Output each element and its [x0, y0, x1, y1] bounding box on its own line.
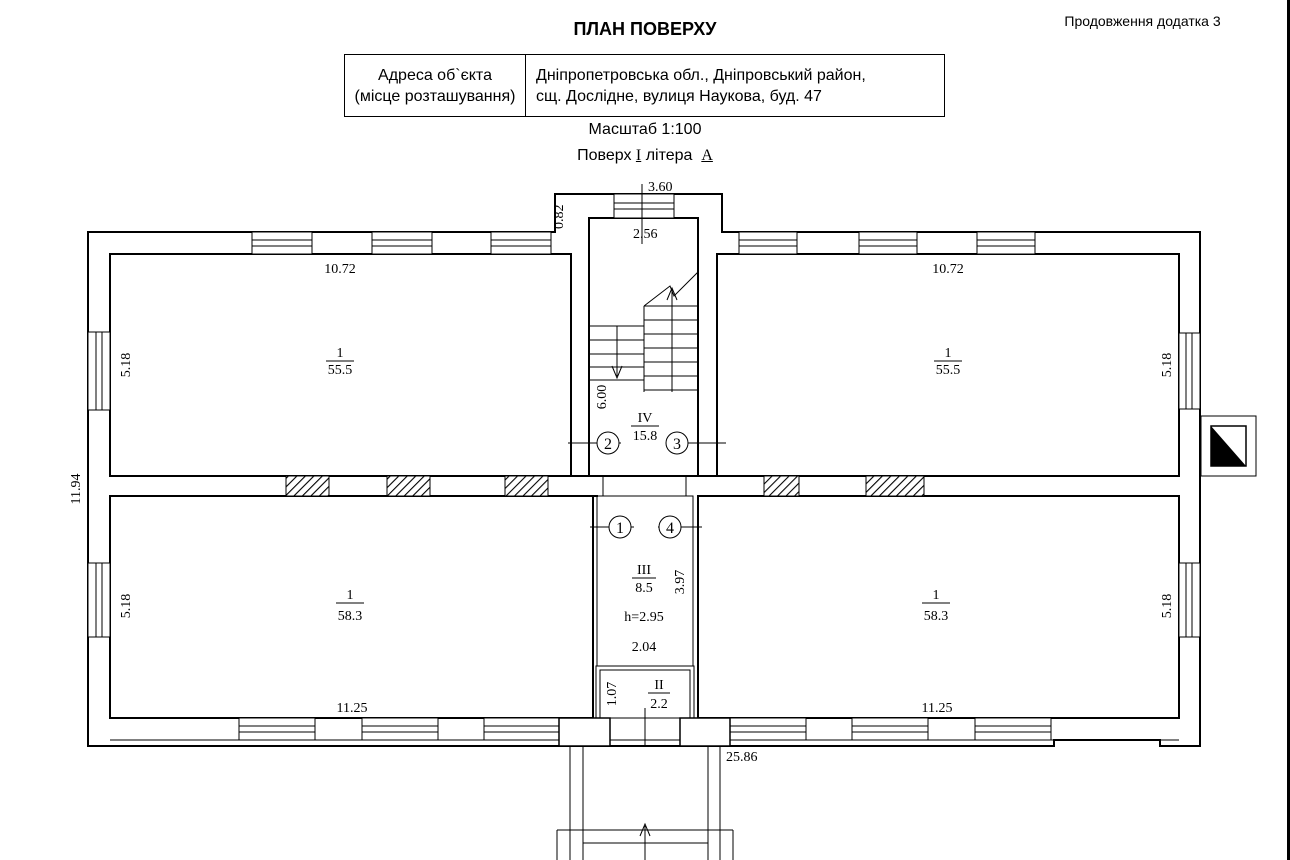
door-label-1: 1 — [616, 520, 624, 537]
hatched-niche — [387, 476, 430, 496]
room-outline-bottom-left — [110, 496, 593, 718]
dim-room-top-right-width: 10.72 — [932, 262, 964, 277]
window — [362, 718, 438, 740]
room-area: 58.3 — [923, 609, 949, 624]
room-number: II — [654, 678, 664, 693]
address-value-line-1: Дніпропетровська обл., Дніпровський район, — [536, 66, 866, 84]
windows-top — [252, 194, 1035, 254]
dim-room-top-left-width: 10.72 — [324, 262, 356, 277]
room-label-top-right — [934, 346, 962, 378]
dim-stair-length: 6.00 — [595, 384, 610, 410]
hatched-niche — [505, 476, 548, 496]
floor-prefix: Поверх — [577, 147, 632, 164]
address-value-line-2: сщ. Дослідне, вулиця Наукова, буд. 47 — [536, 87, 822, 105]
dim-building-length: 25.86 — [726, 750, 758, 765]
building-outline — [88, 194, 1200, 746]
window — [852, 718, 928, 740]
door-markers — [568, 432, 726, 538]
room-label-stair — [631, 411, 659, 444]
dim-stair-inner-width: 2.56 — [633, 227, 658, 242]
interior-wall — [110, 476, 924, 496]
room-area: 8.5 — [635, 581, 653, 596]
hatched-niche — [866, 476, 924, 496]
scale-label: Масштаб 1:100 — [588, 121, 702, 138]
address-label-line-2: (місце розташування) — [354, 87, 516, 105]
window — [614, 194, 674, 218]
porch-pier-right — [680, 718, 730, 746]
window — [1179, 563, 1200, 637]
floor-mid: літера — [645, 147, 693, 164]
room-label-bottom-left — [336, 588, 364, 624]
staircase — [589, 272, 698, 392]
window — [739, 232, 797, 254]
dim-vestibule-width: 2.04 — [631, 640, 657, 655]
room-area: 55.5 — [327, 363, 353, 378]
window — [239, 718, 315, 740]
porch-pier-left — [559, 718, 610, 746]
dim-corridor-length: 3.97 — [673, 569, 688, 595]
stair-break-line — [644, 272, 698, 306]
room-number: III — [637, 563, 651, 578]
window — [252, 232, 312, 254]
room-area: 2.2 — [650, 697, 668, 712]
door-label-2: 2 — [604, 436, 612, 453]
window — [1179, 333, 1200, 409]
dim-room-top-left-depth: 5.18 — [119, 352, 134, 378]
room-area: 55.5 — [935, 363, 961, 378]
dim-room-bottom-left-width: 11.25 — [336, 701, 368, 716]
hatched-niche — [286, 476, 329, 496]
window — [88, 563, 110, 637]
hatched-niche — [764, 476, 799, 496]
address-label-line-1: Адреса об`єкта — [378, 66, 492, 84]
window — [977, 232, 1035, 254]
room-outline-bottom-right — [698, 496, 1179, 718]
room-label-corridor — [632, 563, 656, 596]
dim-room-bottom-left-depth: 5.18 — [119, 593, 134, 619]
floor-letter: А — [701, 147, 713, 164]
floor-number: I — [635, 147, 642, 164]
dim-vestibule-depth: 1.07 — [605, 681, 620, 707]
room-label-top-left — [326, 346, 354, 378]
room-label-vestibule — [648, 678, 670, 712]
window — [491, 232, 551, 254]
dim-stair-outer-width: 3.60 — [648, 180, 673, 195]
window — [730, 718, 806, 740]
dim-room-top-right-depth: 5.18 — [1160, 352, 1175, 378]
window — [372, 232, 432, 254]
room-number: 1 — [932, 588, 940, 603]
ceiling-height: h=2.95 — [624, 610, 664, 625]
dim-room-bottom-right-depth: 5.18 — [1160, 593, 1175, 619]
room-number: 1 — [346, 588, 354, 603]
dim-building-depth: 11.94 — [69, 473, 84, 505]
dim-stair-projection: 0.82 — [552, 204, 567, 229]
room-number: 1 — [944, 346, 952, 361]
door-label-3: 3 — [673, 436, 681, 453]
room-area: 58.3 — [337, 609, 363, 624]
dim-room-bottom-right-width: 11.25 — [921, 701, 953, 716]
room-number: 1 — [336, 346, 344, 361]
window — [975, 718, 1051, 740]
appendix-note: Продовження додатка 3 — [1064, 13, 1221, 29]
room-area: 15.8 — [632, 429, 658, 444]
window — [484, 718, 560, 740]
door-label-4: 4 — [666, 520, 674, 537]
window — [88, 332, 110, 410]
room-number: IV — [637, 411, 653, 426]
plan-title: ПЛАН ПОВЕРХУ — [573, 19, 717, 39]
room-label-bottom-right — [922, 588, 950, 624]
window — [859, 232, 917, 254]
